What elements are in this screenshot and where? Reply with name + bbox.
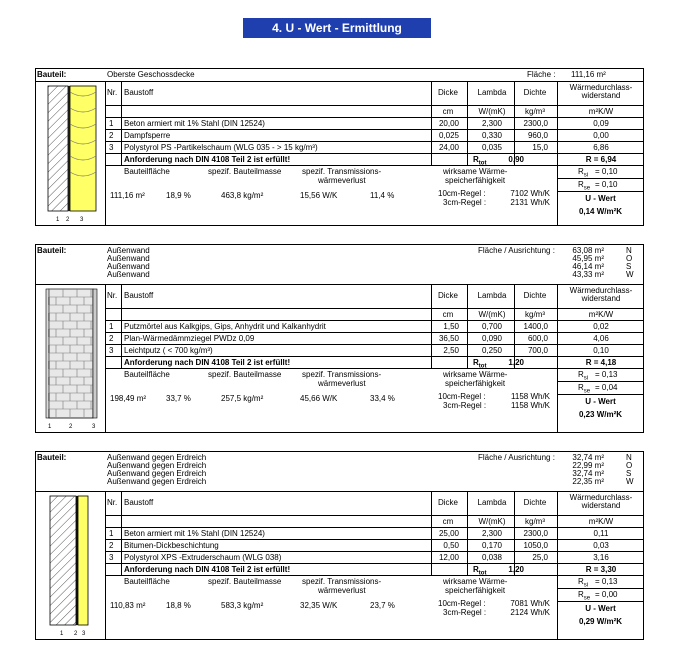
component-name: Oberste Geschossdecke [107, 70, 195, 79]
lbl-flaeche: Bauteilfläche [124, 167, 170, 176]
layer-dicke: 25,00 [438, 529, 459, 538]
col-r2: widerstand [581, 501, 621, 510]
layer-name: Plan-Wärmedämmziegel PWDz 0,09 [124, 334, 255, 343]
r-tot-symbol: R [473, 358, 479, 367]
lbl-verlust2: wärmeverlust [318, 176, 366, 185]
rule-line [431, 284, 432, 368]
construction-sketch [36, 492, 104, 639]
val-flaeche: 111,16 m² [110, 191, 145, 200]
bauteil-label: Bauteil: [37, 70, 67, 79]
lbl-3cm: 3cm-Regel : [443, 401, 487, 410]
r-tot-sub: tot [478, 363, 487, 370]
col-dicke: Dicke [437, 88, 458, 97]
rule-line [557, 588, 644, 589]
requirement-text: Anforderung nach DIN 4108 Teil 2 ist erfüllt! [124, 565, 291, 574]
svg-text:2: 2 [74, 631, 78, 637]
rule-line [105, 575, 644, 576]
val-masse: 583,3 kg/m² [221, 601, 264, 610]
col-lambda: Lambda [477, 498, 507, 507]
val-10cm: 7081 Wh/K [510, 599, 550, 608]
lbl-masse: spezif. Bauteilmasse [208, 370, 282, 379]
r-se-sub: se [583, 388, 591, 395]
rule-line [105, 515, 644, 516]
r-se-symbol: R [578, 590, 584, 599]
layer-nr: 3 [109, 553, 114, 562]
layer-r: 0,11 [593, 529, 609, 538]
rule-line [467, 491, 468, 575]
rule-line [431, 491, 432, 575]
val-3cm: 2124 Wh/K [510, 608, 550, 617]
layer-lambda: 0,038 [481, 553, 502, 562]
rule-line [105, 491, 106, 640]
layer-dicke: 24,00 [438, 143, 459, 152]
r-si-value: = 0,13 [595, 577, 618, 586]
unit-m2kw: m²K/W [588, 310, 614, 319]
u-value: 0,14 W/m²K [578, 207, 623, 216]
unit-m2kw: m²K/W [588, 107, 614, 116]
layer-nr: 3 [109, 346, 114, 355]
area-value: 32,74 m² [572, 453, 604, 462]
area-value: 43,33 m² [572, 270, 604, 279]
r-se-symbol: R [578, 383, 584, 392]
layer-nr: 2 [109, 131, 114, 140]
rule-line [105, 105, 644, 106]
layer-name: Bitumen-Dickbeschichtung [124, 541, 219, 550]
r-si-symbol: R [578, 577, 584, 586]
r-tot-value: 1,20 [508, 565, 524, 574]
val-verlust: 32,35 W/K [300, 601, 338, 610]
lbl-10cm: 10cm-Regel : [438, 392, 486, 401]
orientation: O [626, 254, 633, 263]
layer-nr: 1 [109, 119, 114, 128]
layer-name: Polystyrol PS -Partikelschaum (WLG 035 - > 15 kg/m³) [124, 143, 318, 152]
col-dichte: Dichte [523, 88, 547, 97]
layer-dicke: 2,50 [443, 346, 459, 355]
layer-lambda: 2,300 [481, 529, 502, 538]
rule-line [467, 284, 468, 368]
rule-line [105, 368, 644, 369]
lbl-3cm: 3cm-Regel : [443, 608, 487, 617]
rule-line [105, 551, 644, 552]
unit-wmk: W/(mK) [478, 517, 506, 526]
rule-line [105, 153, 644, 154]
rule-line [431, 81, 432, 165]
rule-line [105, 344, 644, 345]
lbl-speicher1: wirksame Wärme- [443, 370, 508, 379]
u-value: 0,23 W/m²K [578, 410, 623, 419]
layer-name: Beton armiert mit 1% Stahl (DIN 12524) [124, 119, 265, 128]
orientation: W [626, 270, 634, 279]
layer-r: 0,03 [593, 541, 609, 550]
layer-dichte: 25,0 [532, 553, 548, 562]
rule-line [557, 394, 644, 395]
r-tot-value: 1,20 [508, 358, 524, 367]
rule-line [105, 563, 644, 564]
val-flaechepct: 33,7 % [166, 394, 191, 403]
layer-r: 0,10 [593, 346, 609, 355]
svg-text:1: 1 [48, 424, 52, 430]
layer-nr: 2 [109, 541, 114, 550]
orientation: O [626, 461, 633, 470]
r-se-sub: se [583, 185, 591, 192]
layer-lambda: 0,090 [481, 334, 502, 343]
construction-sketch [36, 285, 104, 432]
r-sum: R = 6,94 [585, 155, 617, 164]
layer-dichte: 15,0 [532, 143, 548, 152]
component-name: Außenwand gegen Erdreich [107, 469, 207, 478]
orientation: N [626, 246, 632, 255]
lbl-speicher1: wirksame Wärme- [443, 167, 508, 176]
u-label: U - Wert [585, 397, 616, 406]
col-r2: widerstand [581, 91, 621, 100]
rule-line [35, 284, 644, 285]
area-value: 63,08 m² [572, 246, 604, 255]
val-verlustpct: 11,4 % [370, 191, 395, 200]
area-value: 22,35 m² [572, 477, 604, 486]
unit-m2kw: m²K/W [588, 517, 614, 526]
layer-r: 0,09 [593, 119, 609, 128]
layer-name: Putzmörtel aus Kalkgips, Gips, Anhydrit und Kalkanhydrit [124, 322, 326, 331]
col-r2: widerstand [581, 294, 621, 303]
svg-text:1: 1 [56, 217, 60, 223]
svg-text:3: 3 [82, 631, 86, 637]
col-nr: Nr. [107, 498, 118, 507]
val-verlustpct: 23,7 % [370, 601, 395, 610]
lbl-speicher2: speicherfähigkeit [445, 379, 506, 388]
col-baustoff: Baustoff [124, 88, 154, 97]
unit-cm: cm [442, 107, 454, 116]
unit-wmk: W/(mK) [478, 310, 506, 319]
area-orientation-label: Fläche / Ausrichtung : [478, 453, 555, 462]
layer-dicke: 0,025 [438, 131, 459, 140]
rule-line [557, 381, 644, 382]
col-dicke: Dicke [437, 291, 458, 300]
rule-line [35, 491, 644, 492]
lbl-10cm: 10cm-Regel : [438, 599, 486, 608]
rule-line [35, 81, 644, 82]
unit-kgm: kg/m³ [525, 107, 545, 116]
col-baustoff: Baustoff [124, 291, 154, 300]
col-r: Wärmedurchlass- [569, 286, 633, 295]
rule-line [105, 129, 644, 130]
lbl-10cm: 10cm-Regel : [438, 189, 486, 198]
val-3cm: 1158 Wh/K [511, 401, 550, 410]
area-value: 46,14 m² [572, 262, 604, 271]
requirement-text: Anforderung nach DIN 4108 Teil 2 ist erfüllt! [124, 358, 291, 367]
rule-line [105, 165, 644, 166]
val-10cm: 1158 Wh/K [511, 392, 550, 401]
rule-line [557, 191, 644, 192]
val-10cm: 7102 Wh/K [510, 189, 550, 198]
col-nr: Nr. [107, 88, 118, 97]
unit-wmk: W/(mK) [478, 107, 506, 116]
layer-nr: 3 [109, 143, 114, 152]
col-r: Wärmedurchlass- [569, 83, 633, 92]
orientation: N [626, 453, 632, 462]
lbl-verlust1: spezif. Transmissions- [302, 370, 382, 379]
layer-dicke: 12,00 [438, 553, 459, 562]
area-value: 22,99 m² [572, 461, 604, 470]
r-si-sub: si [583, 375, 589, 382]
area-label: Fläche : [527, 70, 556, 79]
rule-line [121, 284, 122, 368]
r-tot-symbol: R [473, 565, 479, 574]
layer-dichte: 960,0 [527, 131, 548, 140]
layer-nr: 2 [109, 334, 114, 343]
lbl-speicher2: speicherfähigkeit [445, 586, 506, 595]
col-r: Wärmedurchlass- [569, 493, 633, 502]
lbl-flaeche: Bauteilfläche [124, 370, 170, 379]
construction-sketch [36, 82, 104, 225]
component-name: Außenwand gegen Erdreich [107, 477, 207, 486]
rule-line [514, 284, 515, 368]
rule-line [105, 539, 644, 540]
layer-dichte: 1050,0 [523, 541, 548, 550]
r-si-symbol: R [578, 167, 584, 176]
val-flaechepct: 18,8 % [166, 601, 191, 610]
rule-line [514, 491, 515, 575]
r-tot-symbol: R [473, 155, 479, 164]
r-se-value: = 0,10 [595, 180, 618, 189]
layer-name: Dampfsperre [124, 131, 171, 140]
r-se-symbol: R [578, 180, 584, 189]
area-value: 111,16 m² [571, 70, 606, 79]
col-dichte: Dichte [523, 291, 547, 300]
lbl-verlust2: wärmeverlust [318, 586, 366, 595]
rule-line [105, 141, 644, 142]
rule-line [105, 527, 644, 528]
layer-dichte: 600,0 [527, 334, 548, 343]
col-dicke: Dicke [437, 498, 458, 507]
val-verlustpct: 33,4 % [370, 394, 395, 403]
lbl-speicher2: speicherfähigkeit [445, 176, 506, 185]
r-tot-sub: tot [478, 570, 487, 577]
layer-r: 4,06 [593, 334, 609, 343]
val-flaechepct: 18,9 % [166, 191, 191, 200]
layer-dichte: 2300,0 [523, 119, 548, 128]
svg-text:3: 3 [92, 424, 96, 430]
val-flaeche: 198,49 m² [110, 394, 147, 403]
layer-dicke: 20,00 [438, 119, 459, 128]
area-value: 32,74 m² [572, 469, 604, 478]
unit-kgm: kg/m³ [525, 310, 545, 319]
layer-r: 6,86 [593, 143, 609, 152]
r-sum: R = 4,18 [585, 358, 617, 367]
layer-nr: 1 [109, 322, 114, 331]
rule-line [557, 601, 644, 602]
layer-r: 3,16 [593, 553, 609, 562]
component-name: Außenwand gegen Erdreich [107, 461, 207, 470]
layer-name: Polystyrol XPS -Extruderschaum (WLG 038) [124, 553, 282, 562]
r-si-sub: si [583, 582, 589, 589]
component-name: Außenwand [107, 270, 150, 279]
rule-line [121, 81, 122, 165]
layer-dichte: 2300,0 [523, 529, 548, 538]
component-name: Außenwand [107, 254, 150, 263]
component-name: Außenwand [107, 246, 150, 255]
bauteil-label: Bauteil: [37, 246, 67, 255]
r-se-sub: se [583, 595, 591, 602]
page-title: 4. U - Wert - Ermittlung [243, 18, 431, 38]
layer-r: 0,02 [593, 322, 609, 331]
col-baustoff: Baustoff [124, 498, 154, 507]
r-si-value: = 0,13 [595, 370, 618, 379]
col-lambda: Lambda [477, 88, 507, 97]
layer-dichte: 1400,0 [523, 322, 548, 331]
val-verlust: 15,56 W/K [300, 191, 338, 200]
r-si-value: = 0,10 [595, 167, 618, 176]
rule-line [557, 81, 558, 226]
orientation: S [626, 469, 632, 478]
lbl-verlust1: spezif. Transmissions- [302, 577, 382, 586]
layer-lambda: 0,250 [481, 346, 502, 355]
rule-line [467, 81, 468, 165]
rule-line [557, 178, 644, 179]
component-name: Außenwand [107, 262, 150, 271]
r-se-value: = 0,04 [595, 383, 618, 392]
layer-dicke: 1,50 [443, 322, 459, 331]
layer-lambda: 2,300 [481, 119, 502, 128]
layer-lambda: 0,330 [481, 131, 502, 140]
bauteil-label: Bauteil: [37, 453, 67, 462]
layer-name: Leichtputz ( < 700 kg/m³) [124, 346, 213, 355]
val-flaeche: 110,83 m² [110, 601, 146, 610]
rule-line [105, 117, 644, 118]
svg-text:2: 2 [69, 424, 73, 430]
layer-lambda: 0,170 [481, 541, 502, 550]
val-3cm: 2131 Wh/K [510, 198, 550, 207]
val-verlust: 45,66 W/K [300, 394, 338, 403]
r-tot-value: 0,90 [508, 155, 524, 164]
r-se-value: = 0,00 [595, 590, 618, 599]
layer-dicke: 0,50 [443, 541, 459, 550]
lbl-verlust2: wärmeverlust [318, 379, 366, 388]
orientation: W [626, 477, 634, 486]
layer-name: Beton armiert mit 1% Stahl (DIN 12524) [124, 529, 265, 538]
r-si-sub: si [583, 172, 589, 179]
u-label: U - Wert [585, 194, 616, 203]
lbl-masse: spezif. Bauteilmasse [208, 167, 282, 176]
col-dichte: Dichte [523, 498, 547, 507]
requirement-text: Anforderung nach DIN 4108 Teil 2 ist erfüllt! [124, 155, 291, 164]
layer-lambda: 0,035 [481, 143, 502, 152]
lbl-3cm: 3cm-Regel : [443, 198, 487, 207]
rule-line [105, 320, 644, 321]
layer-dichte: 700,0 [527, 346, 548, 355]
unit-kgm: kg/m³ [525, 517, 545, 526]
svg-text:3: 3 [80, 217, 84, 223]
col-lambda: Lambda [477, 291, 507, 300]
orientation: S [626, 262, 632, 271]
lbl-flaeche: Bauteilfläche [124, 577, 170, 586]
r-tot-sub: tot [478, 160, 487, 167]
unit-cm: cm [442, 310, 454, 319]
area-value: 45,95 m² [572, 254, 604, 263]
rule-line [105, 356, 644, 357]
lbl-masse: spezif. Bauteilmasse [208, 577, 282, 586]
lbl-verlust1: spezif. Transmissions- [302, 167, 382, 176]
val-masse: 463,8 kg/m² [221, 191, 264, 200]
svg-text:2: 2 [66, 217, 70, 223]
u-label: U - Wert [585, 604, 616, 613]
layer-r: 0,00 [593, 131, 609, 140]
rule-line [121, 491, 122, 575]
unit-cm: cm [442, 517, 454, 526]
layer-lambda: 0,700 [481, 322, 502, 331]
u-value: 0,29 W/m²K [578, 617, 623, 626]
layer-dicke: 36,50 [438, 334, 459, 343]
rule-line [105, 284, 106, 433]
rule-line [105, 308, 644, 309]
svg-text:1: 1 [60, 631, 64, 637]
rule-line [514, 81, 515, 165]
rule-line [105, 332, 644, 333]
r-sum: R = 3,30 [585, 565, 617, 574]
r-si-symbol: R [578, 370, 584, 379]
col-nr: Nr. [107, 291, 118, 300]
area-orientation-label: Fläche / Ausrichtung : [478, 246, 555, 255]
layer-nr: 1 [109, 529, 114, 538]
component-name: Außenwand gegen Erdreich [107, 453, 207, 462]
lbl-speicher1: wirksame Wärme- [443, 577, 508, 586]
val-masse: 257,5 kg/m² [221, 394, 264, 403]
